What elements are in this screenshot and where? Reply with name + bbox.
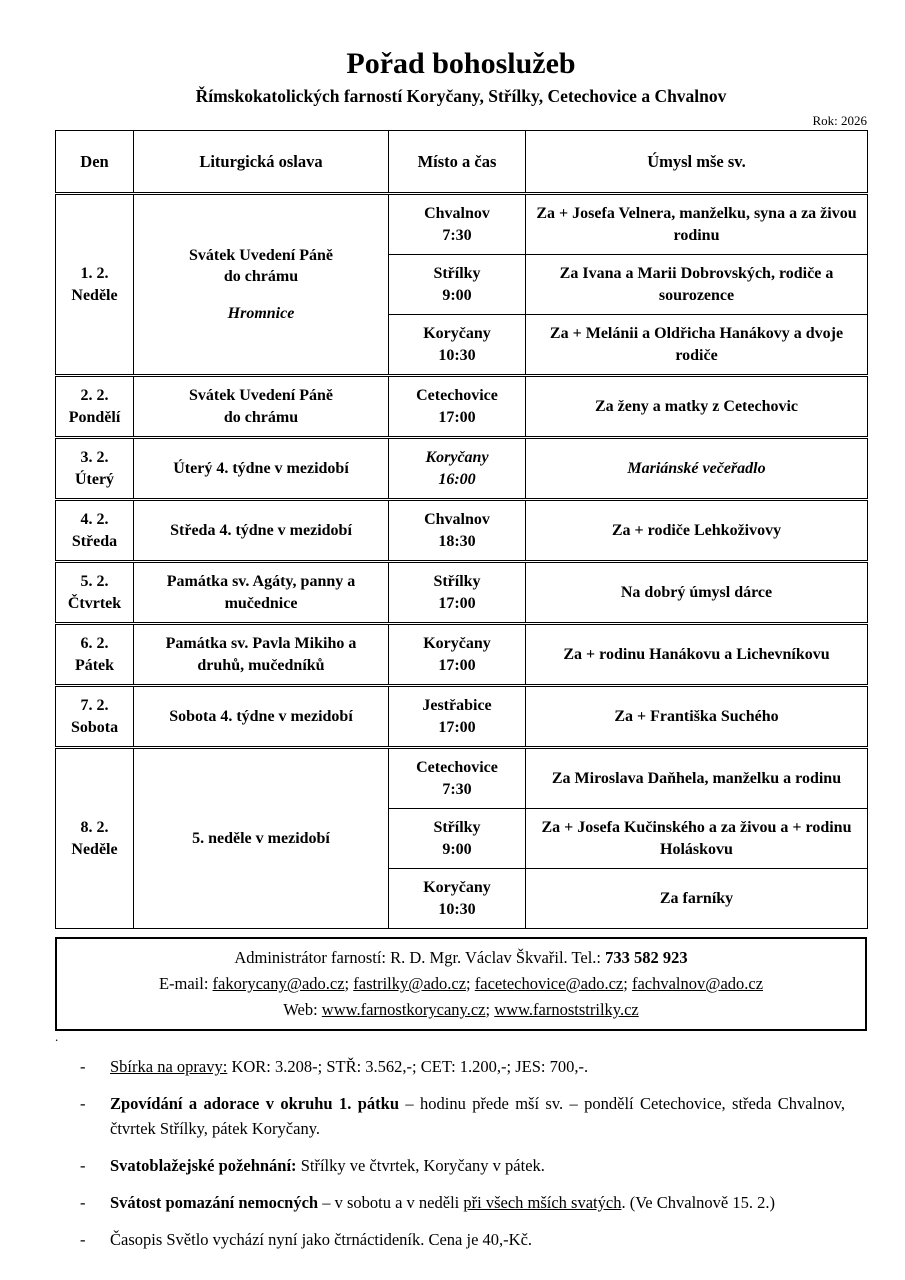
day-weekday: Úterý <box>74 470 115 488</box>
place: Koryčany <box>425 449 489 467</box>
link[interactable]: www.farnostkorycany.cz <box>321 1000 486 1019</box>
day-date: 2. 2. <box>80 387 109 405</box>
text-segment: Svatoblažejské požehnání: <box>110 1156 297 1175</box>
link[interactable]: fakorycany@ado.cz <box>212 974 345 993</box>
link[interactable]: fachvalnov@ado.cz <box>631 974 764 993</box>
column-header: Liturgická oslava <box>134 131 389 193</box>
note-item <box>80 1190 845 1215</box>
note-item <box>80 1091 845 1141</box>
place-time-cell <box>389 625 526 685</box>
place: Střílky <box>433 265 481 283</box>
day-weekday: Středa <box>71 532 118 550</box>
contact-box <box>55 937 867 1031</box>
place-time-cell <box>389 315 526 375</box>
year-label: Rok: 2026 <box>812 113 867 128</box>
day-row-group <box>55 194 868 375</box>
day-date: 3. 2. <box>80 449 109 467</box>
time: 16:00 <box>438 470 476 488</box>
note-text <box>110 1153 845 1178</box>
intention-cell: Za ženy a matky z Cetechovic <box>526 377 868 437</box>
celebration-line: 5. neděle v mezidobí <box>192 829 330 847</box>
day-weekday: Neděle <box>71 286 118 304</box>
day-weekday: Čtvrtek <box>67 594 122 612</box>
day-weekday: Sobota <box>70 718 119 736</box>
contact-line <box>65 945 857 971</box>
text-segment: při všech mších svatých <box>463 1193 622 1212</box>
link[interactable]: www.farnoststrilky.cz <box>494 1000 639 1019</box>
day-cell <box>56 625 134 685</box>
intention-cell: Za farníky <box>526 869 868 929</box>
day-cell <box>56 563 134 623</box>
time: 17:00 <box>438 594 476 612</box>
time: 9:00 <box>442 286 472 304</box>
place: Chvalnov <box>424 511 490 529</box>
time: 17:00 <box>438 718 476 736</box>
time: 7:30 <box>442 780 472 798</box>
place: Koryčany <box>423 635 491 653</box>
day-row-group <box>55 500 868 561</box>
celebration-line: Sobota 4. týdne v mezidobí <box>169 707 353 725</box>
day-cell <box>56 377 134 437</box>
day-weekday: Pátek <box>74 656 115 674</box>
text-segment: ; <box>344 974 354 993</box>
day-date: 8. 2. <box>80 819 109 837</box>
place-time-cell <box>389 749 526 809</box>
celebration-cell <box>134 195 389 375</box>
text-segment: Svátost pomazání nemocných <box>110 1193 319 1212</box>
text-segment: Administrátor farností: R. D. Mgr. Václav Škvařil. Tel.: <box>234 948 606 967</box>
service-row <box>56 439 868 499</box>
celebration-cell <box>134 439 389 499</box>
place-time-cell <box>389 377 526 437</box>
intention-cell: Za + Melánii a Oldřicha Hanákovy a dvoje rodiče <box>526 315 868 375</box>
link[interactable]: facetechovice@ado.cz <box>474 974 624 993</box>
place: Střílky <box>433 573 481 591</box>
intention-cell: Za + Josefa Kučinského a za živou a + rodinu Holáskovu <box>526 809 868 869</box>
day-cell <box>56 687 134 747</box>
text-segment: Web: <box>283 1000 322 1019</box>
day-date: 5. 2. <box>80 573 109 591</box>
day-row-group <box>55 748 868 929</box>
bullet-dash: - <box>80 1193 86 1212</box>
place-time-cell <box>389 809 526 869</box>
celebration-cell <box>134 563 389 623</box>
celebration-line: Památka sv. Agáty, panny a <box>166 573 356 591</box>
text-segment: – hodinu přede mší sv. – pondělí Cetechovice, středa Chvalnov, čtvrtek Střílky, pátek Koryčany. <box>110 1094 846 1138</box>
day-date: 4. 2. <box>80 511 109 529</box>
note-item <box>80 1054 845 1079</box>
bullet-dash: - <box>80 1156 86 1175</box>
celebration-line: Středa 4. týdne v mezidobí <box>170 521 352 539</box>
place: Střílky <box>433 819 481 837</box>
note-item <box>80 1227 845 1252</box>
day-row-group <box>55 376 868 437</box>
intention-cell: Za + Františka Suchého <box>526 687 868 747</box>
page-title: Pořad bohoslužeb <box>346 47 576 80</box>
day-date: 7. 2. <box>80 697 109 715</box>
note-item <box>80 1153 845 1178</box>
text-segment: ; <box>466 974 475 993</box>
day-cell <box>56 195 134 375</box>
bullet-dash: - <box>80 1230 86 1249</box>
intention-cell: Za Miroslava Daňhela, manželku a rodinu <box>526 749 868 809</box>
link[interactable]: fastrilky@ado.cz <box>353 974 467 993</box>
text-segment: Střílky ve čtvrtek, Koryčany v pátek. <box>296 1156 545 1175</box>
service-row <box>56 687 868 747</box>
day-row-group <box>55 562 868 623</box>
service-row <box>56 377 868 437</box>
place: Cetechovice <box>416 759 498 777</box>
note-text <box>110 1054 845 1079</box>
day-date: 6. 2. <box>80 635 109 653</box>
note-text <box>110 1227 845 1252</box>
place: Koryčany <box>423 325 491 343</box>
day-date: 1. 2. <box>80 265 109 283</box>
day-row-group <box>55 438 868 499</box>
text-segment: Sbírka na opravy: <box>110 1057 228 1076</box>
time: 7:30 <box>442 226 472 244</box>
contact-line <box>65 997 857 1023</box>
text-segment: – v sobotu a v neděli <box>318 1193 464 1212</box>
intention-cell: Za + Josefa Velnera, manželku, syna a za živou rodinu <box>526 195 868 255</box>
column-header: Místo a čas <box>389 131 526 193</box>
day-weekday: Pondělí <box>68 408 121 426</box>
page-subtitle: Římskokatolických farností Koryčany, Střílky, Cetechovice a Chvalnov <box>195 86 727 106</box>
note-text <box>110 1190 845 1215</box>
celebration-cell <box>134 625 389 685</box>
day-row-group <box>55 686 868 747</box>
day-cell <box>56 439 134 499</box>
celebration-line: do chrámu <box>223 268 299 286</box>
stray-mark: . <box>55 1029 59 1044</box>
text-segment: 733 582 923 <box>605 948 688 967</box>
text-segment: E-mail: <box>158 974 213 993</box>
celebration-line: Úterý 4. týdne v mezidobí <box>173 459 349 477</box>
place-time-cell <box>389 501 526 561</box>
text-segment: Zpovídání a adorace v okruhu 1. pátku <box>110 1094 399 1113</box>
service-row <box>56 625 868 685</box>
contact-line <box>65 971 857 997</box>
schedule-header-table <box>55 130 868 193</box>
table-header-row <box>56 131 868 193</box>
celebration-line: do chrámu <box>223 408 299 426</box>
note-text <box>110 1091 845 1141</box>
time: 10:30 <box>438 900 476 918</box>
place: Jestřabice <box>422 697 492 715</box>
celebration-cell <box>134 377 389 437</box>
place-time-cell <box>389 687 526 747</box>
celebration-cell <box>134 749 389 929</box>
column-header: Den <box>56 131 134 193</box>
place-time-cell <box>389 195 526 255</box>
service-row <box>56 563 868 623</box>
day-row-group <box>55 624 868 685</box>
place-time-cell <box>389 869 526 929</box>
day-weekday: Neděle <box>71 840 118 858</box>
time: 18:30 <box>438 532 476 550</box>
text-segment: . (Ve Chvalnově 15. 2.) <box>621 1193 775 1212</box>
intention-cell: Na dobrý úmysl dárce <box>526 563 868 623</box>
celebration-cell <box>134 501 389 561</box>
time: 10:30 <box>438 346 476 364</box>
place-time-cell <box>389 563 526 623</box>
celebration-line: Svátek Uvedení Páně <box>189 387 333 405</box>
service-row <box>56 749 868 809</box>
celebration-line: Svátek Uvedení Páně <box>189 247 333 265</box>
service-row <box>56 501 868 561</box>
time: 17:00 <box>438 408 476 426</box>
day-cell <box>56 501 134 561</box>
bullet-dash: - <box>80 1094 86 1113</box>
celebration-cell <box>134 687 389 747</box>
celebration-line: druhů, mučedníků <box>197 656 325 674</box>
celebration-line: Památka sv. Pavla Mikiho a <box>165 635 357 653</box>
celebration-line: mučednice <box>224 594 298 612</box>
place: Koryčany <box>423 879 491 897</box>
bullet-dash: - <box>80 1057 86 1076</box>
place: Cetechovice <box>416 387 498 405</box>
service-row <box>56 195 868 255</box>
intention-cell: Mariánské večeřadlo <box>526 439 868 499</box>
text-segment: ; <box>623 974 632 993</box>
intention-cell: Za + rodiče Lehkoživovy <box>526 501 868 561</box>
time: 17:00 <box>438 656 476 674</box>
place: Chvalnov <box>424 205 490 223</box>
day-cell <box>56 749 134 929</box>
notes-list <box>55 1054 845 1252</box>
column-header: Úmysl mše sv. <box>526 131 868 193</box>
place-time-cell <box>389 439 526 499</box>
celebration-note: Hromnice <box>227 304 295 322</box>
schedule-body <box>55 194 867 929</box>
text-segment: KOR: 3.208-; STŘ: 3.562,-; CET: 1.200,-; JES: 700,-. <box>227 1057 589 1076</box>
place-time-cell <box>389 255 526 315</box>
intention-cell: Za + rodinu Hanákovu a Lichevníkovu <box>526 625 868 685</box>
intention-cell: Za Ivana a Marii Dobrovských, rodiče a sourozence <box>526 255 868 315</box>
time: 9:00 <box>442 840 472 858</box>
text-segment: ; <box>485 1000 495 1019</box>
text-segment: Časopis Světlo vychází nyní jako čtrnáctideník. Cena je 40,-Kč. <box>110 1230 533 1249</box>
